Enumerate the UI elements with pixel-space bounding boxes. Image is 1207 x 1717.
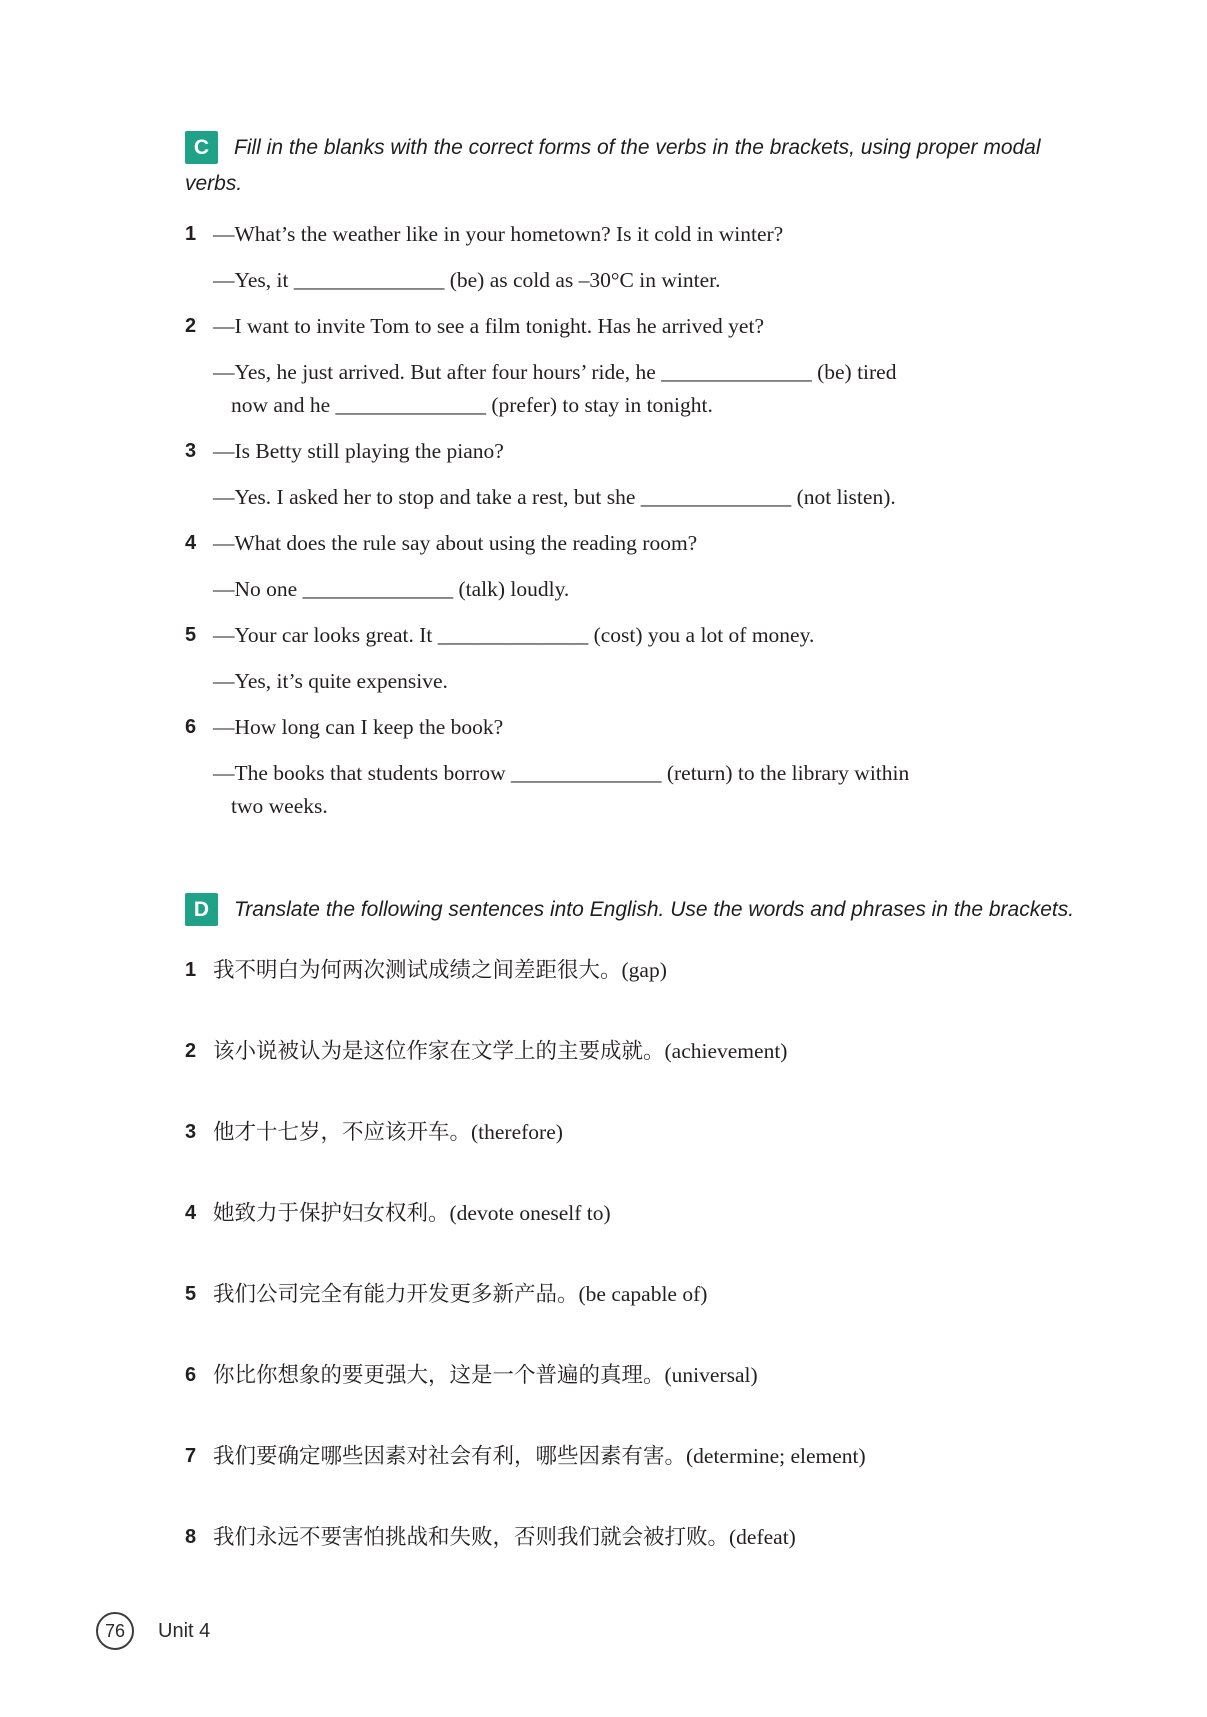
fill-blank-item: [185, 310, 1119, 435]
dialogue-line: —The books that students borrow ______________ (return) to the library within: [213, 761, 910, 785]
translation-sentence: 我不明白为何两次测试成绩之间差距很大。(gap): [213, 958, 667, 982]
item-number: 3: [185, 440, 197, 462]
translation-sentence: 我们要确定哪些因素对社会有利，哪些因素有害。(determine; element): [213, 1444, 866, 1468]
section-c-header: [185, 130, 1119, 202]
section-c-instruction: Fill in the blanks with the correct forms of the verbs in the brackets, using proper modal verbs.: [185, 136, 1041, 195]
section-d-header: [185, 892, 1119, 928]
item-number: 1: [185, 223, 197, 245]
fill-blank-item: [185, 619, 1119, 711]
section-d-items: [185, 954, 1119, 1554]
fill-blank-item: [185, 435, 1119, 527]
item-number: 2: [185, 1040, 197, 1062]
section-d-badge: D: [185, 893, 218, 926]
dialogue-line: —Yes, it ______________ (be) as cold as –30°C in winter.: [213, 268, 721, 292]
dialogue-line: —No one ______________ (talk) loudly.: [213, 577, 570, 601]
item-number: 4: [185, 532, 197, 554]
dialogue-line: now and he ______________ (prefer) to stay in tonight.: [231, 393, 713, 417]
dialogue-line: —Yes, he just arrived. But after four hours’ ride, he ______________ (be) tired: [213, 360, 897, 384]
page-number: 76: [104, 1620, 126, 1641]
item-number: 4: [185, 1202, 197, 1224]
item-number: 5: [185, 624, 197, 646]
fill-blank-item: [185, 527, 1119, 619]
section-d-instruction: Translate the following sentences into English. Use the words and phrases in the brackets.: [234, 898, 1075, 921]
translation-item: [185, 1359, 1119, 1392]
translation-sentence: 你比你想象的要更强大，这是一个普遍的真理。(universal): [213, 1363, 758, 1387]
translation-sentence: 她致力于保护妇女权利。(devote oneself to): [213, 1201, 611, 1225]
item-number: 3: [185, 1121, 197, 1143]
translation-sentence: 该小说被认为是这位作家在文学上的主要成就。(achievement): [213, 1039, 788, 1063]
dialogue-line: —Your car looks great. It ______________ (cost) you a lot of money.: [213, 623, 815, 647]
item-number: 2: [185, 315, 197, 337]
unit-label: Unit 4: [158, 1619, 211, 1642]
translation-sentence: 他才十七岁，不应该开车。(therefore): [213, 1120, 563, 1144]
dialogue-line: —What does the rule say about using the reading room?: [213, 531, 698, 555]
fill-blank-item: [185, 711, 1119, 836]
translation-item: [185, 1521, 1119, 1554]
page-footer: [96, 1612, 210, 1650]
translation-sentence: 我们永远不要害怕挑战和失败，否则我们就会被打败。(defeat): [213, 1525, 796, 1549]
item-number: 6: [185, 1364, 197, 1386]
dialogue-line: —Yes. I asked her to stop and take a rest, but she ______________ (not listen).: [213, 485, 896, 509]
section-c: [185, 130, 1119, 836]
dialogue-line: two weeks.: [231, 794, 328, 818]
item-number: 7: [185, 1445, 197, 1467]
translation-item: [185, 1035, 1119, 1068]
section-d: [185, 892, 1119, 1554]
dialogue-line: —I want to invite Tom to see a film tonight. Has he arrived yet?: [213, 314, 764, 338]
item-number: 1: [185, 959, 197, 981]
item-number: 5: [185, 1283, 197, 1305]
item-number: 6: [185, 716, 197, 738]
section-c-badge: C: [185, 131, 218, 164]
translation-sentence: 我们公司完全有能力开发更多新产品。(be capable of): [213, 1282, 708, 1306]
page-number-badge: [96, 1612, 134, 1650]
dialogue-line: —How long can I keep the book?: [213, 715, 504, 739]
dialogue-line: —Is Betty still playing the piano?: [213, 439, 504, 463]
fill-blank-item: [185, 218, 1119, 310]
item-number: 8: [185, 1526, 197, 1548]
translation-item: [185, 954, 1119, 987]
translation-item: [185, 1116, 1119, 1149]
translation-item: [185, 1278, 1119, 1311]
dialogue-line: —What’s the weather like in your hometown? Is it cold in winter?: [213, 222, 784, 246]
section-c-items: [185, 218, 1119, 836]
translation-item: [185, 1197, 1119, 1230]
dialogue-line: —Yes, it’s quite expensive.: [213, 669, 448, 693]
translation-item: [185, 1440, 1119, 1473]
